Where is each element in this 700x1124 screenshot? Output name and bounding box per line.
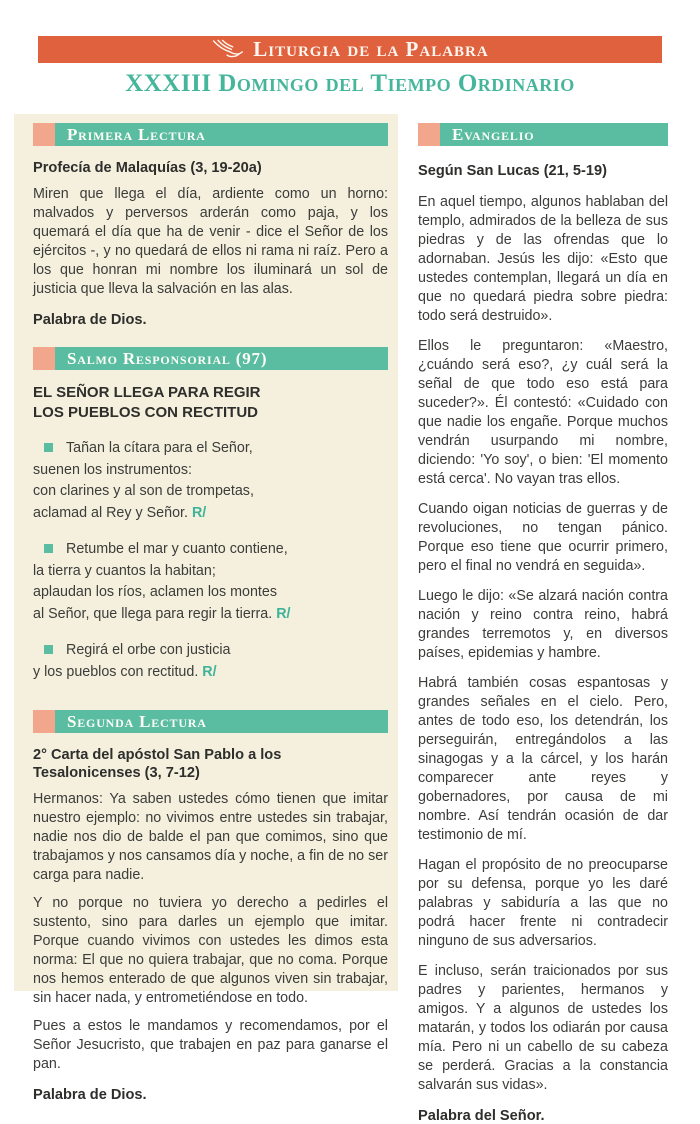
response-label: R/ xyxy=(191,504,207,521)
content-columns xyxy=(14,114,668,1124)
verse-line: Retumbe el mar y cuanto contiene, xyxy=(66,541,288,557)
psalm-header xyxy=(33,347,388,370)
gospel-paragraph: Ellos le preguntaron: «Maestro, ¿cuándo será eso?, ¿y cuál será la señal de que todo eso está para suceder?». Él contestó: «Cuidado con que nadie los engañe. Porque muchos vendrán usurpando mi nombre, diciendo: 'Yo soy', o bien: 'El momento está cerca'. No vayan tras ellos. xyxy=(418,338,668,487)
left-column xyxy=(14,114,398,1103)
square-bullet-icon xyxy=(44,544,53,553)
psalm-header-title: Salmo Responsorial (97) xyxy=(55,347,388,370)
verse-line: y los pueblos con rectitud. xyxy=(33,663,199,680)
second-reading-paragraph: Pues a estos le mandamos y recomendamos, por el Señor Jesucristo, que trabajen en paz para ganarse el pan. xyxy=(33,1018,388,1072)
psalm-antiphon-line: EL SEÑOR LLEGA PARA REGIR xyxy=(33,384,261,401)
first-reading-source: Profecía de Malaquías (3, 19-20a) xyxy=(33,160,262,176)
verse-line: la tierra y cuantos la habitan; xyxy=(33,562,216,579)
second-reading-paragraph: Y no porque no tuviera yo derecho a pedirles el sustento, sino para darles un ejemplo que imitar. Porque cuando vivimos con ustedes les dimos esta norma: El que no quiera trabajar, que no coma. Porque nos hemos enterado de que algunos viven sin trabajar, sin hacer nada, y entrometiéndose en todo. xyxy=(33,895,388,1006)
verse-line: aplaudan los ríos, aclamen los montes xyxy=(33,584,277,600)
gospel-closing: Palabra del Señor. xyxy=(418,1108,545,1124)
square-bullet-icon xyxy=(44,443,53,452)
psalm-verse xyxy=(33,438,388,524)
accent-square-icon xyxy=(33,347,55,370)
verse-line: suenen los instrumentos: xyxy=(33,461,192,478)
psalm-verse xyxy=(33,539,388,625)
banner xyxy=(38,36,662,63)
gospel-paragraph: E incluso, serán traicionados por sus padres y parientes, hermanos y amigos. Y a algunos de ustedes los matarán, y todos los odiarán por causa mía. Pero ni un cabello de su cabeza se perderá. Gracias a la constancia salvarán sus vidas». xyxy=(418,963,668,1093)
psalm-antiphon-line: LOS PUEBLOS CON RECTITUD xyxy=(33,404,259,421)
first-reading-header-title: Primera Lectura xyxy=(55,123,388,146)
accent-square-icon xyxy=(33,710,55,733)
gospel-header-title: Evangelio xyxy=(440,123,668,146)
first-reading-paragraph: Miren que llega el día, ardiente como un horno: malvados y perversos arderán como paja, y los quemará el día que ha de venir - dice el Señor de los ejércitos -, y no quedará de ellos ni rama ni raíz. Pero a los que honran mi nombre los iluminará un sol de justicia que lleva la salvación en las alas. xyxy=(33,186,388,297)
verse-line: aclamad al Rey y Señor. xyxy=(33,504,188,521)
gospel-paragraph: Hagan el propósito de no preocuparse por su defensa, porque yo les daré palabras y sabiduría a las que no podrá hacer frente ni contradecir ninguno de sus adversarios. xyxy=(418,857,668,949)
verse-line: Tañan la cítara para el Señor, xyxy=(66,440,253,456)
page xyxy=(0,36,700,1124)
response-label: R/ xyxy=(276,605,291,622)
verse-line: con clarines y al son de trompetas, xyxy=(33,483,254,499)
gospel-paragraph: Cuando oigan noticias de guerras y de revoluciones, no tengan pánico. Porque eso tiene que ocurrir primero, pero el final no vendrá en seguida». xyxy=(418,501,668,574)
accent-square-icon xyxy=(33,123,55,146)
accent-square-icon xyxy=(418,123,440,146)
second-reading-closing: Palabra de Dios. xyxy=(33,1087,147,1103)
gospel-paragraph: En aquel tiempo, algunos hablaban del templo, admirados de la belleza de sus piedras y de las ofrendas que lo adornaban. Jesús les dijo: «Esto que ustedes contemplan, llegará un día en que no quedará piedra sobre piedra: todo será destruido». xyxy=(418,194,668,324)
gospel-header xyxy=(418,123,668,146)
gospel-paragraph: Habrá también cosas espantosas y grandes señales en el cielo. Pero, antes de todo eso, los detendrán, los perseguirán, entregándolos a las sinagogas y a la cárcel, y los harán comparecer ante reyes y gobernadores, por causa de mi nombre. Así tendrán ocasión de dar testimonio de mí. xyxy=(418,675,668,843)
second-reading-header xyxy=(33,710,388,733)
second-reading-source: 2° Carta del apóstol San Pablo a los Tesalonicenses (3, 7-12) xyxy=(33,747,282,781)
verse-line: Regirá el orbe con justicia xyxy=(66,642,231,658)
right-column xyxy=(418,114,668,1124)
psalm-verse xyxy=(33,640,388,683)
banner-title: Liturgia de la Palabra xyxy=(253,37,489,61)
psalm-antiphon xyxy=(33,383,388,423)
gospel-paragraph: Luego le dijo: «Se alzará nación contra nación y reino contra reino, habrá grandes terremotos y, en diversos países, epidemias y hambre. xyxy=(418,588,668,661)
page-title: XXXIII Domingo del Tiempo Ordinario xyxy=(125,70,575,97)
response-label: R/ xyxy=(202,663,217,680)
dove-icon xyxy=(211,39,243,61)
second-reading-header-title: Segunda Lectura xyxy=(55,710,388,733)
verse-line: al Señor, que llega para regir la tierra. xyxy=(33,605,273,622)
second-reading-paragraph: Hermanos: Ya saben ustedes cómo tienen que imitar nuestro ejemplo: no vivimos entre ustedes sin trabajar, nadie nos dio de balde el pan que comimos, sino que trabajamos y nos cansamos día y noche, a fin de no ser carga para nadie. xyxy=(33,791,388,883)
first-reading-closing: Palabra de Dios. xyxy=(33,312,147,328)
gospel-source: Según San Lucas (21, 5-19) xyxy=(418,163,607,179)
square-bullet-icon xyxy=(44,645,53,654)
first-reading-header xyxy=(33,123,388,146)
